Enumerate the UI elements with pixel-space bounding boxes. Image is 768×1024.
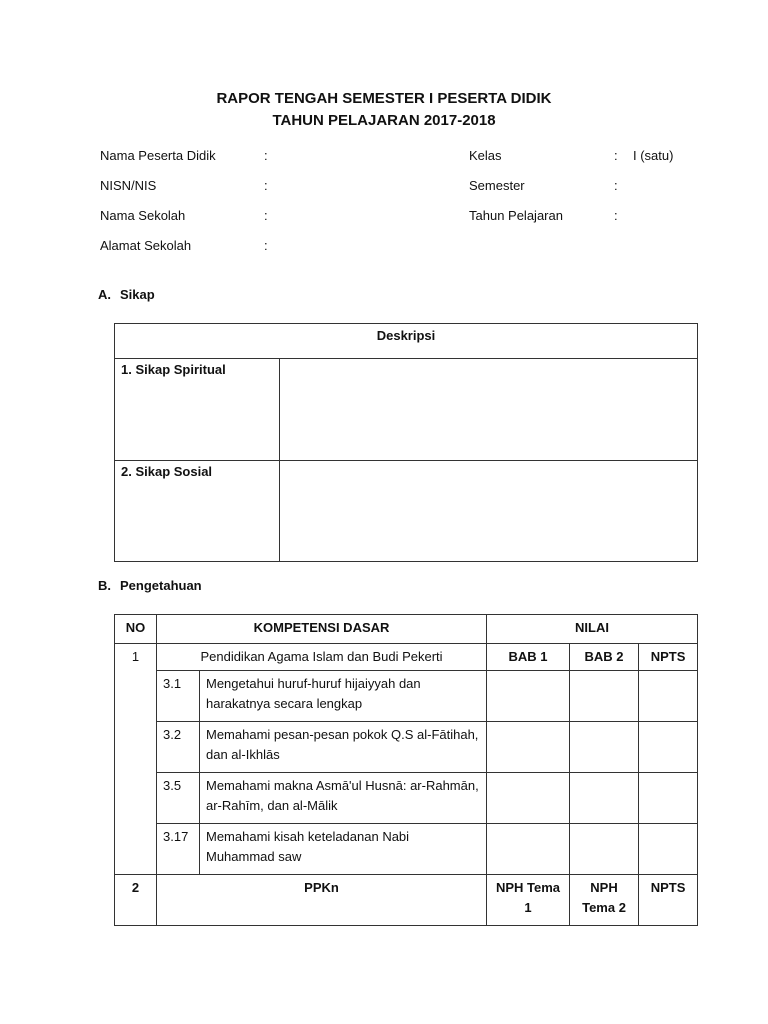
col-bab-1: BAB 1 [487, 644, 570, 671]
colon: : [264, 148, 268, 163]
col-nph-tema-2: NPH Tema 2 [570, 875, 639, 926]
score-cell[interactable] [639, 824, 698, 875]
score-cell[interactable] [570, 722, 639, 773]
kd-text: Memahami makna Asmā'ul Husnā: ar-Rahmān, ar-Rahīm, dan al-Mālik [200, 773, 487, 824]
table-row [115, 773, 698, 824]
section-b-heading [98, 578, 202, 593]
kd-code: 3.5 [157, 773, 200, 824]
label-alamat-sekolah: Alamat Sekolah [100, 238, 192, 253]
section-title: Pengetahuan [120, 578, 202, 593]
score-cell[interactable] [487, 671, 570, 722]
kd-code: 3.2 [157, 722, 200, 773]
subject-number: 1 [115, 644, 157, 875]
score-cell[interactable] [639, 671, 698, 722]
section-a-heading [98, 287, 155, 302]
colon: : [614, 208, 618, 223]
kd-code: 3.17 [157, 824, 200, 875]
table-row [115, 722, 698, 773]
label-nama-sekolah: Nama Sekolah [100, 208, 186, 223]
score-cell[interactable] [570, 773, 639, 824]
kd-code: 3.1 [157, 671, 200, 722]
colon: : [264, 238, 268, 253]
table-row [115, 671, 698, 722]
sikap-header-deskripsi: Deskripsi [115, 324, 698, 359]
subject-name: Pendidikan Agama Islam dan Budi Pekerti [157, 644, 487, 671]
score-cell[interactable] [487, 722, 570, 773]
score-cell[interactable] [570, 824, 639, 875]
table-header-row [115, 615, 698, 644]
label-tahun-pelajaran: Tahun Pelajaran [469, 208, 563, 223]
page-title-line-1: RAPOR TENGAH SEMESTER I PESERTA DIDIK [216, 90, 552, 107]
section-letter: A. [98, 287, 111, 302]
table-row [115, 359, 698, 461]
sikap-sosial-label: 2. Sikap Sosial [115, 461, 280, 562]
label-nisn-nis: NISN/NIS [100, 178, 157, 193]
kd-text: Memahami kisah keteladanan Nabi Muhammad saw [200, 824, 487, 875]
header-no: NO [115, 615, 157, 644]
col-nph-tema-1: NPH Tema 1 [487, 875, 570, 926]
header-kompetensi-dasar: KOMPETENSI DASAR [157, 615, 487, 644]
value-kelas: I (satu) [633, 148, 674, 163]
colon: : [264, 178, 268, 193]
colon: : [614, 148, 618, 163]
score-cell[interactable] [639, 722, 698, 773]
colon: : [614, 178, 618, 193]
section-letter: B. [98, 578, 111, 593]
score-cell[interactable] [570, 671, 639, 722]
sikap-spiritual-description[interactable] [280, 359, 698, 461]
col-npts: NPTS [639, 644, 698, 671]
label-nama-peserta-didik: Nama Peserta Didik [100, 148, 216, 163]
subject-row [115, 644, 698, 671]
kd-text: Memahami pesan-pesan pokok Q.S al-Fātihah, dan al-Ikhlās [200, 722, 487, 773]
table-row [115, 824, 698, 875]
col-bab-2: BAB 2 [570, 644, 639, 671]
sikap-spiritual-label: 1. Sikap Spiritual [115, 359, 280, 461]
subject-name: PPKn [157, 875, 487, 926]
label-semester: Semester [469, 178, 525, 193]
header-nilai: NILAI [487, 615, 698, 644]
pengetahuan-table [114, 614, 698, 926]
score-cell[interactable] [639, 773, 698, 824]
page-title-line-2: TAHUN PELAJARAN 2017-2018 [272, 112, 496, 129]
label-kelas: Kelas [469, 148, 502, 163]
subject-number: 2 [115, 875, 157, 926]
subject-row [115, 875, 698, 926]
score-cell[interactable] [487, 773, 570, 824]
section-title: Sikap [120, 287, 155, 302]
colon: : [264, 208, 268, 223]
sikap-table [114, 323, 698, 562]
col-npts: NPTS [639, 875, 698, 926]
sikap-sosial-description[interactable] [280, 461, 698, 562]
score-cell[interactable] [487, 824, 570, 875]
kd-text: Mengetahui huruf-huruf hijaiyyah dan harakatnya secara lengkap [200, 671, 487, 722]
table-row [115, 461, 698, 562]
